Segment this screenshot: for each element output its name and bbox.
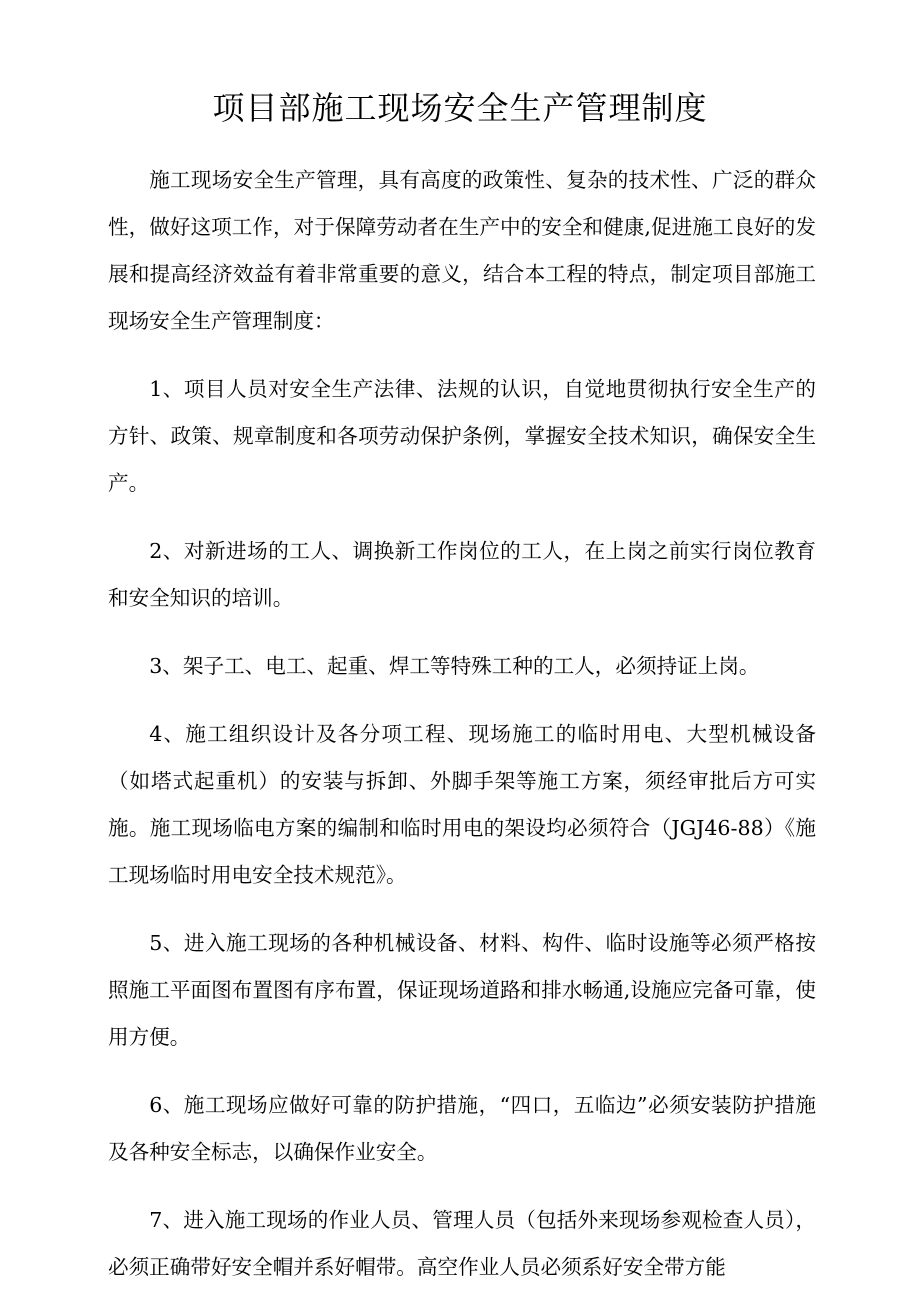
document-body xyxy=(108,157,816,1312)
rule-paragraph-2: 2、对新进场的工人、调换新工作岗位的工人，在上岗之前实行岗位教育和安全知识的培训。 xyxy=(108,539,816,610)
page-title: 项目部施工现场安全生产管理制度 xyxy=(212,89,708,127)
rule-paragraph-4: 4、施工组织设计及各分项工程、现场施工的临时用电、大型机械设备（如塔式起重机）的安装与拆卸、外脚手架等施工方案，须经审批后方可实施。施工现场临电方案的编制和临时用电的架设均必须符合（JGJ46-88）《施工现场临时用电安全技术规范》。 xyxy=(108,722,816,887)
intro-paragraph: 施工现场安全生产管理，具有高度的政策性、复杂的技术性、广泛的群众性，做好这项工作，对于保障劳动者在生产中的安全和健康,促进施工良好的发展和提高经济效益有着非常重要的意义，结合本工程的特点，制定项目部施工现场安全生产管理制度： xyxy=(108,168,816,333)
rule-paragraph-1: 1、项目人员对安全生产法律、法规的认识，自觉地贯彻执行安全生产的方针、政策、规章制度和各项劳动保护条例，掌握安全技术知识，确保安全生产。 xyxy=(108,377,816,495)
rule-paragraph-7: 7、进入施工现场的作业人员、管理人员（包括外来现场参观检查人员），必须正确带好安全帽并系好帽带。高空作业人员必须系好安全带方能 xyxy=(108,1208,816,1279)
rule-paragraph-3: 3、架子工、电工、起重、焊工等特殊工种的工人，必须持证上岗。 xyxy=(149,654,760,678)
rule-paragraph-6: 6、施工现场应做好可靠的防护措施，“四口，五临边”必须安装防护措施及各种安全标志，以确保作业安全。 xyxy=(108,1093,816,1164)
rule-paragraph-5: 5、进入施工现场的各种机械设备、材料、构件、临时设施等必须严格按照施工平面图布置图有序布置，保证现场道路和排水畅通,设施应完备可靠，使用方便。 xyxy=(108,931,816,1049)
